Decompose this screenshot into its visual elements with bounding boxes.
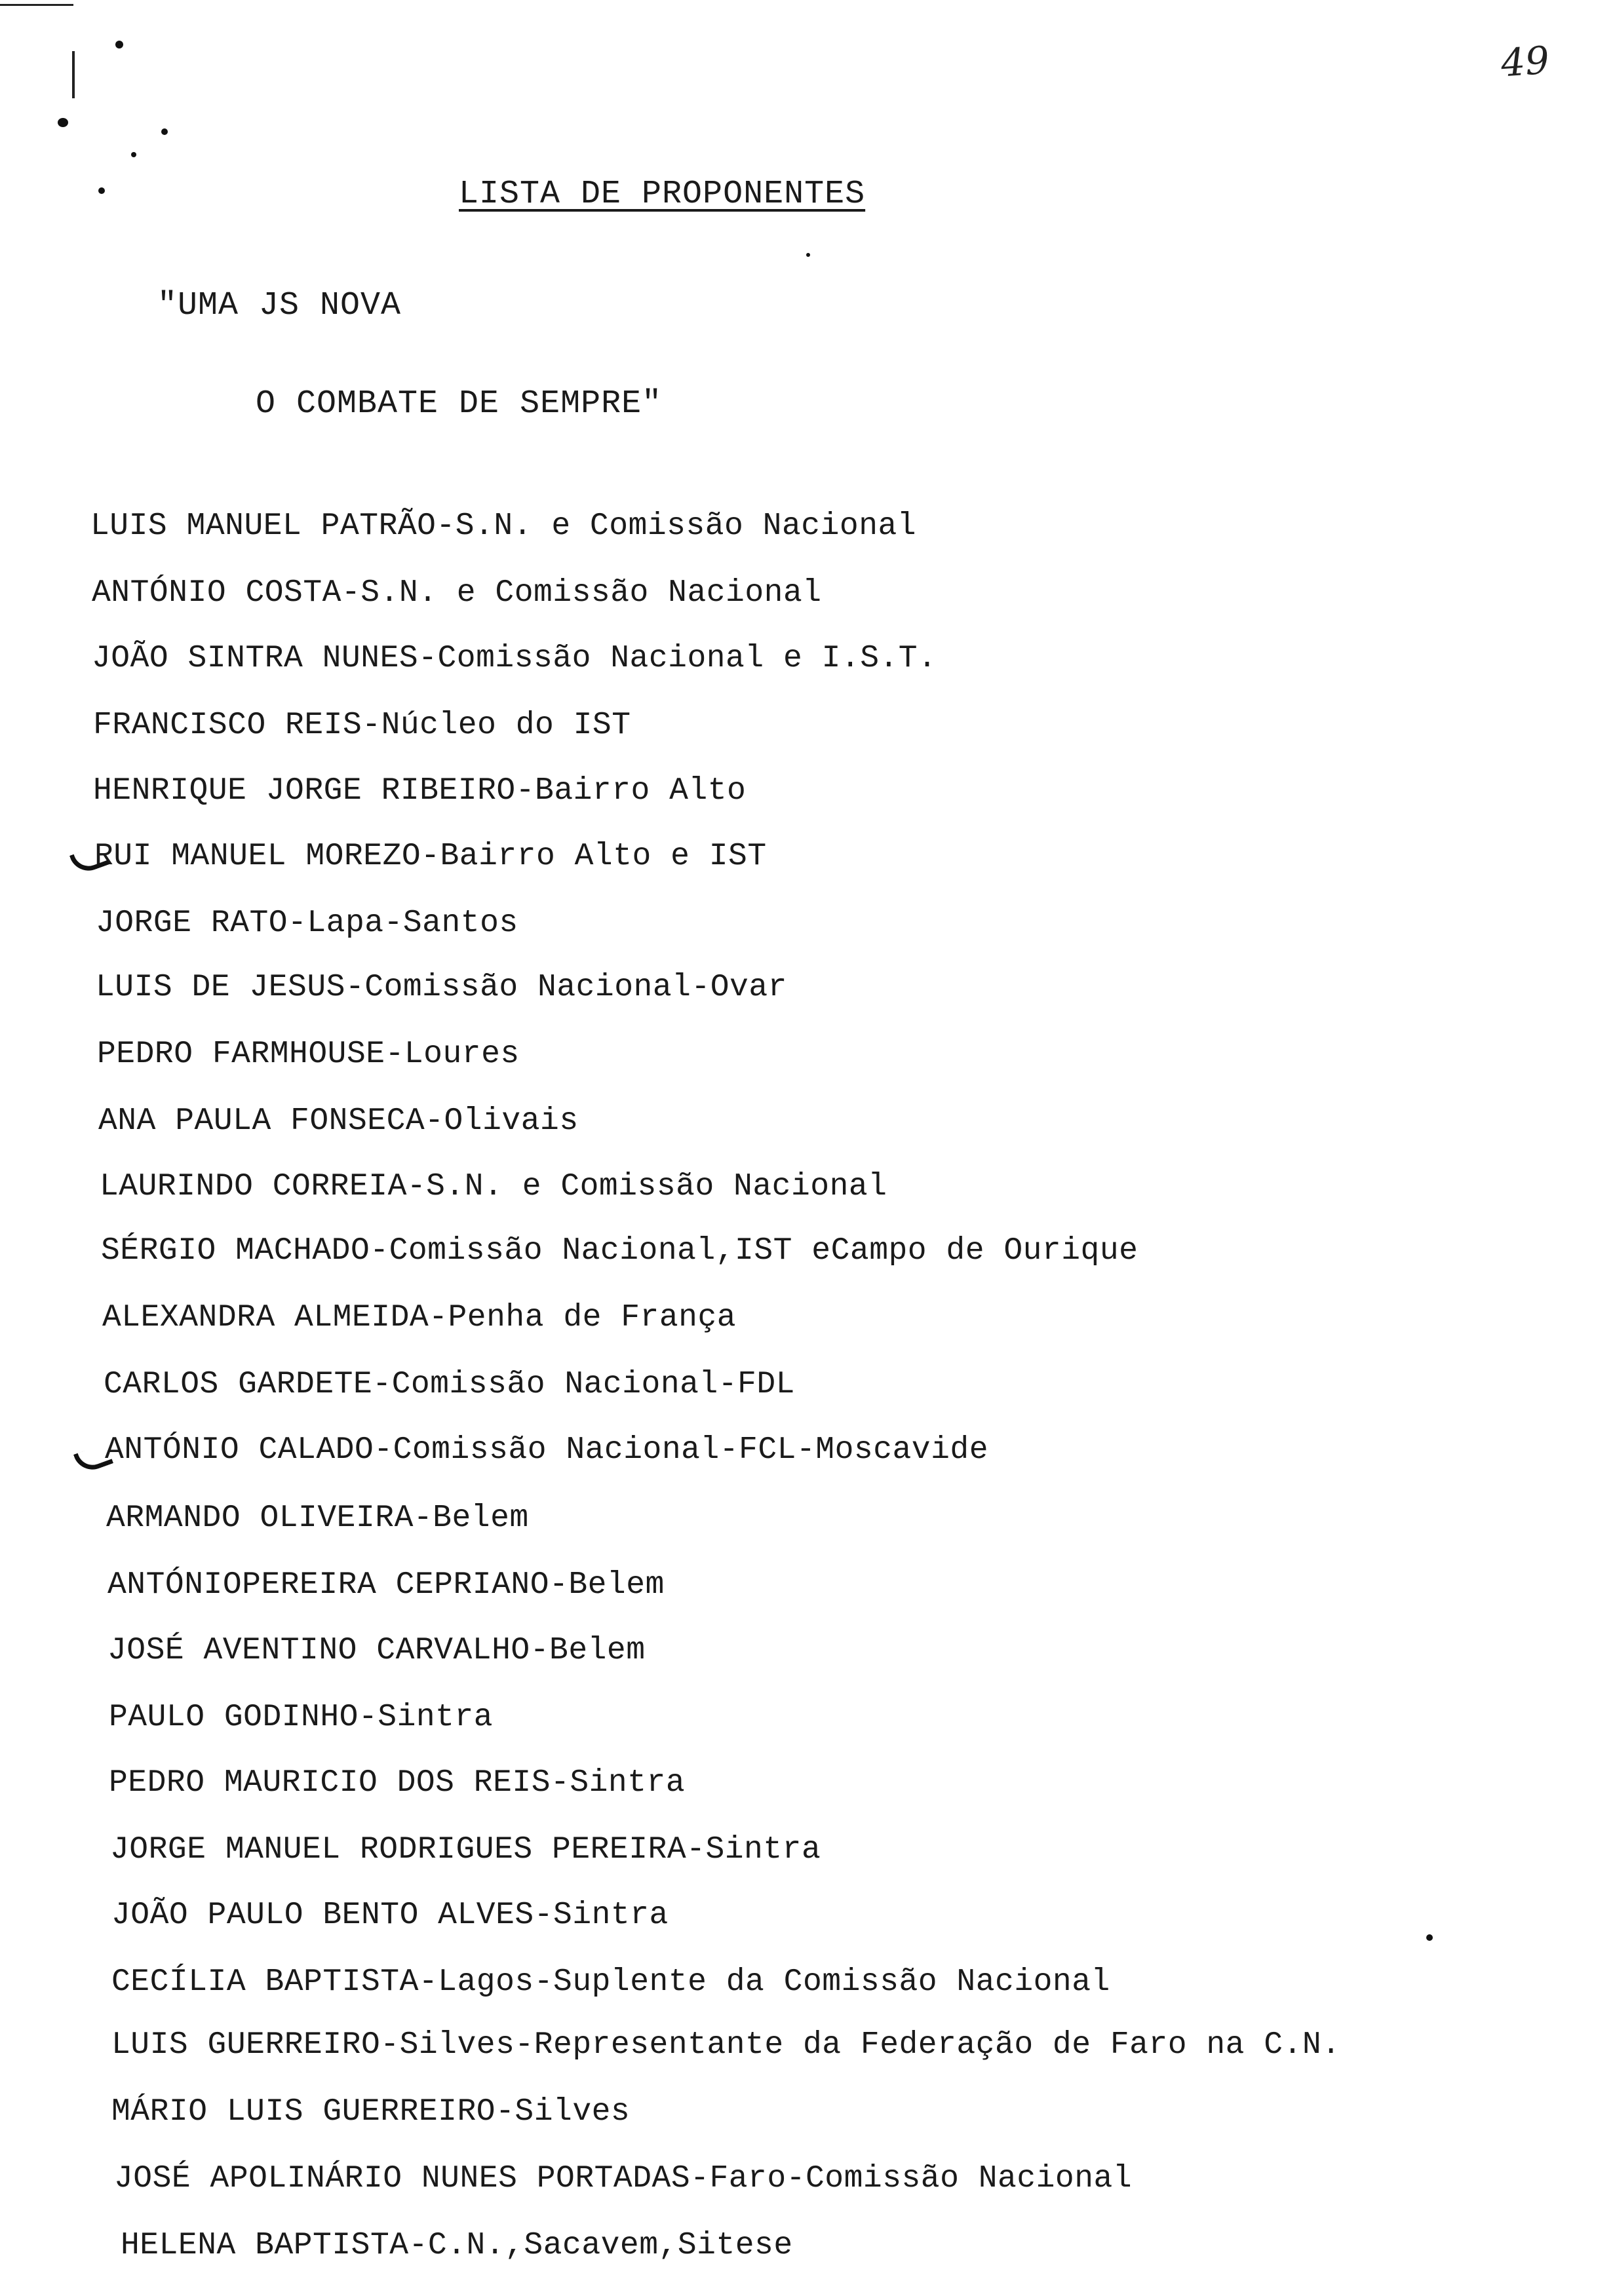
list-item: ARMANDO OLIVEIRA-Belem [106, 1501, 529, 1536]
motto-line-1: "UMA JS NOVA [157, 287, 402, 324]
motto-line-2: O COMBATE DE SEMPRE" [256, 385, 663, 423]
list-item: JORGE MANUEL RODRIGUES PEREIRA-Sintra [110, 1832, 821, 1867]
list-item: ANA PAULA FONSECA-Olivais [98, 1103, 579, 1139]
list-item: MÁRIO LUIS GUERREIRO-Silves [111, 2094, 631, 2130]
list-item: LUIS DE JESUS-Comissão Nacional-Ovar [96, 970, 787, 1005]
list-item: HENRIQUE JORGE RIBEIRO-Bairro Alto [93, 773, 747, 809]
list-item: JOÃO SINTRA NUNES-Comissão Nacional e I.S.T. [92, 641, 937, 676]
list-item: JOSÉ APOLINÁRIO NUNES PORTADAS-Faro-Comissão Nacional [114, 2161, 1133, 2196]
list-item: PEDRO MAURICIO DOS REIS-Sintra [109, 1765, 686, 1801]
list-item: ANTÓNIO COSTA-S.N. e Comissão Nacional [92, 575, 822, 611]
list-item: ANTÓNIO CALADO-Comissão Nacional-FCL-Moscavide [105, 1432, 989, 1468]
list-item: ALEXANDRA ALMEIDA-Penha de França [102, 1300, 737, 1335]
list-item: JOSÉ AVENTINO CARVALHO-Belem [107, 1633, 646, 1668]
list-item: PEDRO FARMHOUSE-Loures [97, 1037, 520, 1072]
list-item: FRANCISCO REIS-Núcleo do IST [93, 708, 631, 743]
list-item: JORGE RATO-Lapa-Santos [96, 906, 518, 941]
list-item: JOÃO PAULO BENTO ALVES-Sintra [111, 1898, 669, 1933]
page-title: LISTA DE PROPONENTES [459, 176, 866, 213]
list-item: SÉRGIO MACHADO-Comissão Nacional,IST eCampo de Ourique [101, 1233, 1138, 1269]
list-item: LUIS GUERREIRO-Silves-Representante da Federação de Faro na C.N. [111, 2027, 1341, 2063]
list-item: ANTÓNIOPEREIRA CEPRIANO-Belem [107, 1567, 665, 1603]
list-item: LAURINDO CORREIA-S.N. e Comissão Nacional [100, 1169, 887, 1204]
list-item: CARLOS GARDETE-Comissão Nacional-FDL [104, 1367, 795, 1402]
list-item: LUIS MANUEL PATRÃO-S.N. e Comissão Nacional [90, 508, 917, 544]
list-item: HELENA BAPTISTA-C.N.,Sacavem,Sitese [121, 2228, 793, 2263]
list-item: RUI MANUEL MOREZO-Bairro Alto e IST [94, 839, 767, 874]
list-item: PAULO GODINHO-Sintra [109, 1700, 494, 1735]
list-item: CECÍLIA BAPTISTA-Lagos-Suplente da Comissão Nacional [111, 1964, 1110, 2000]
page-number: 49 [1499, 37, 1551, 86]
